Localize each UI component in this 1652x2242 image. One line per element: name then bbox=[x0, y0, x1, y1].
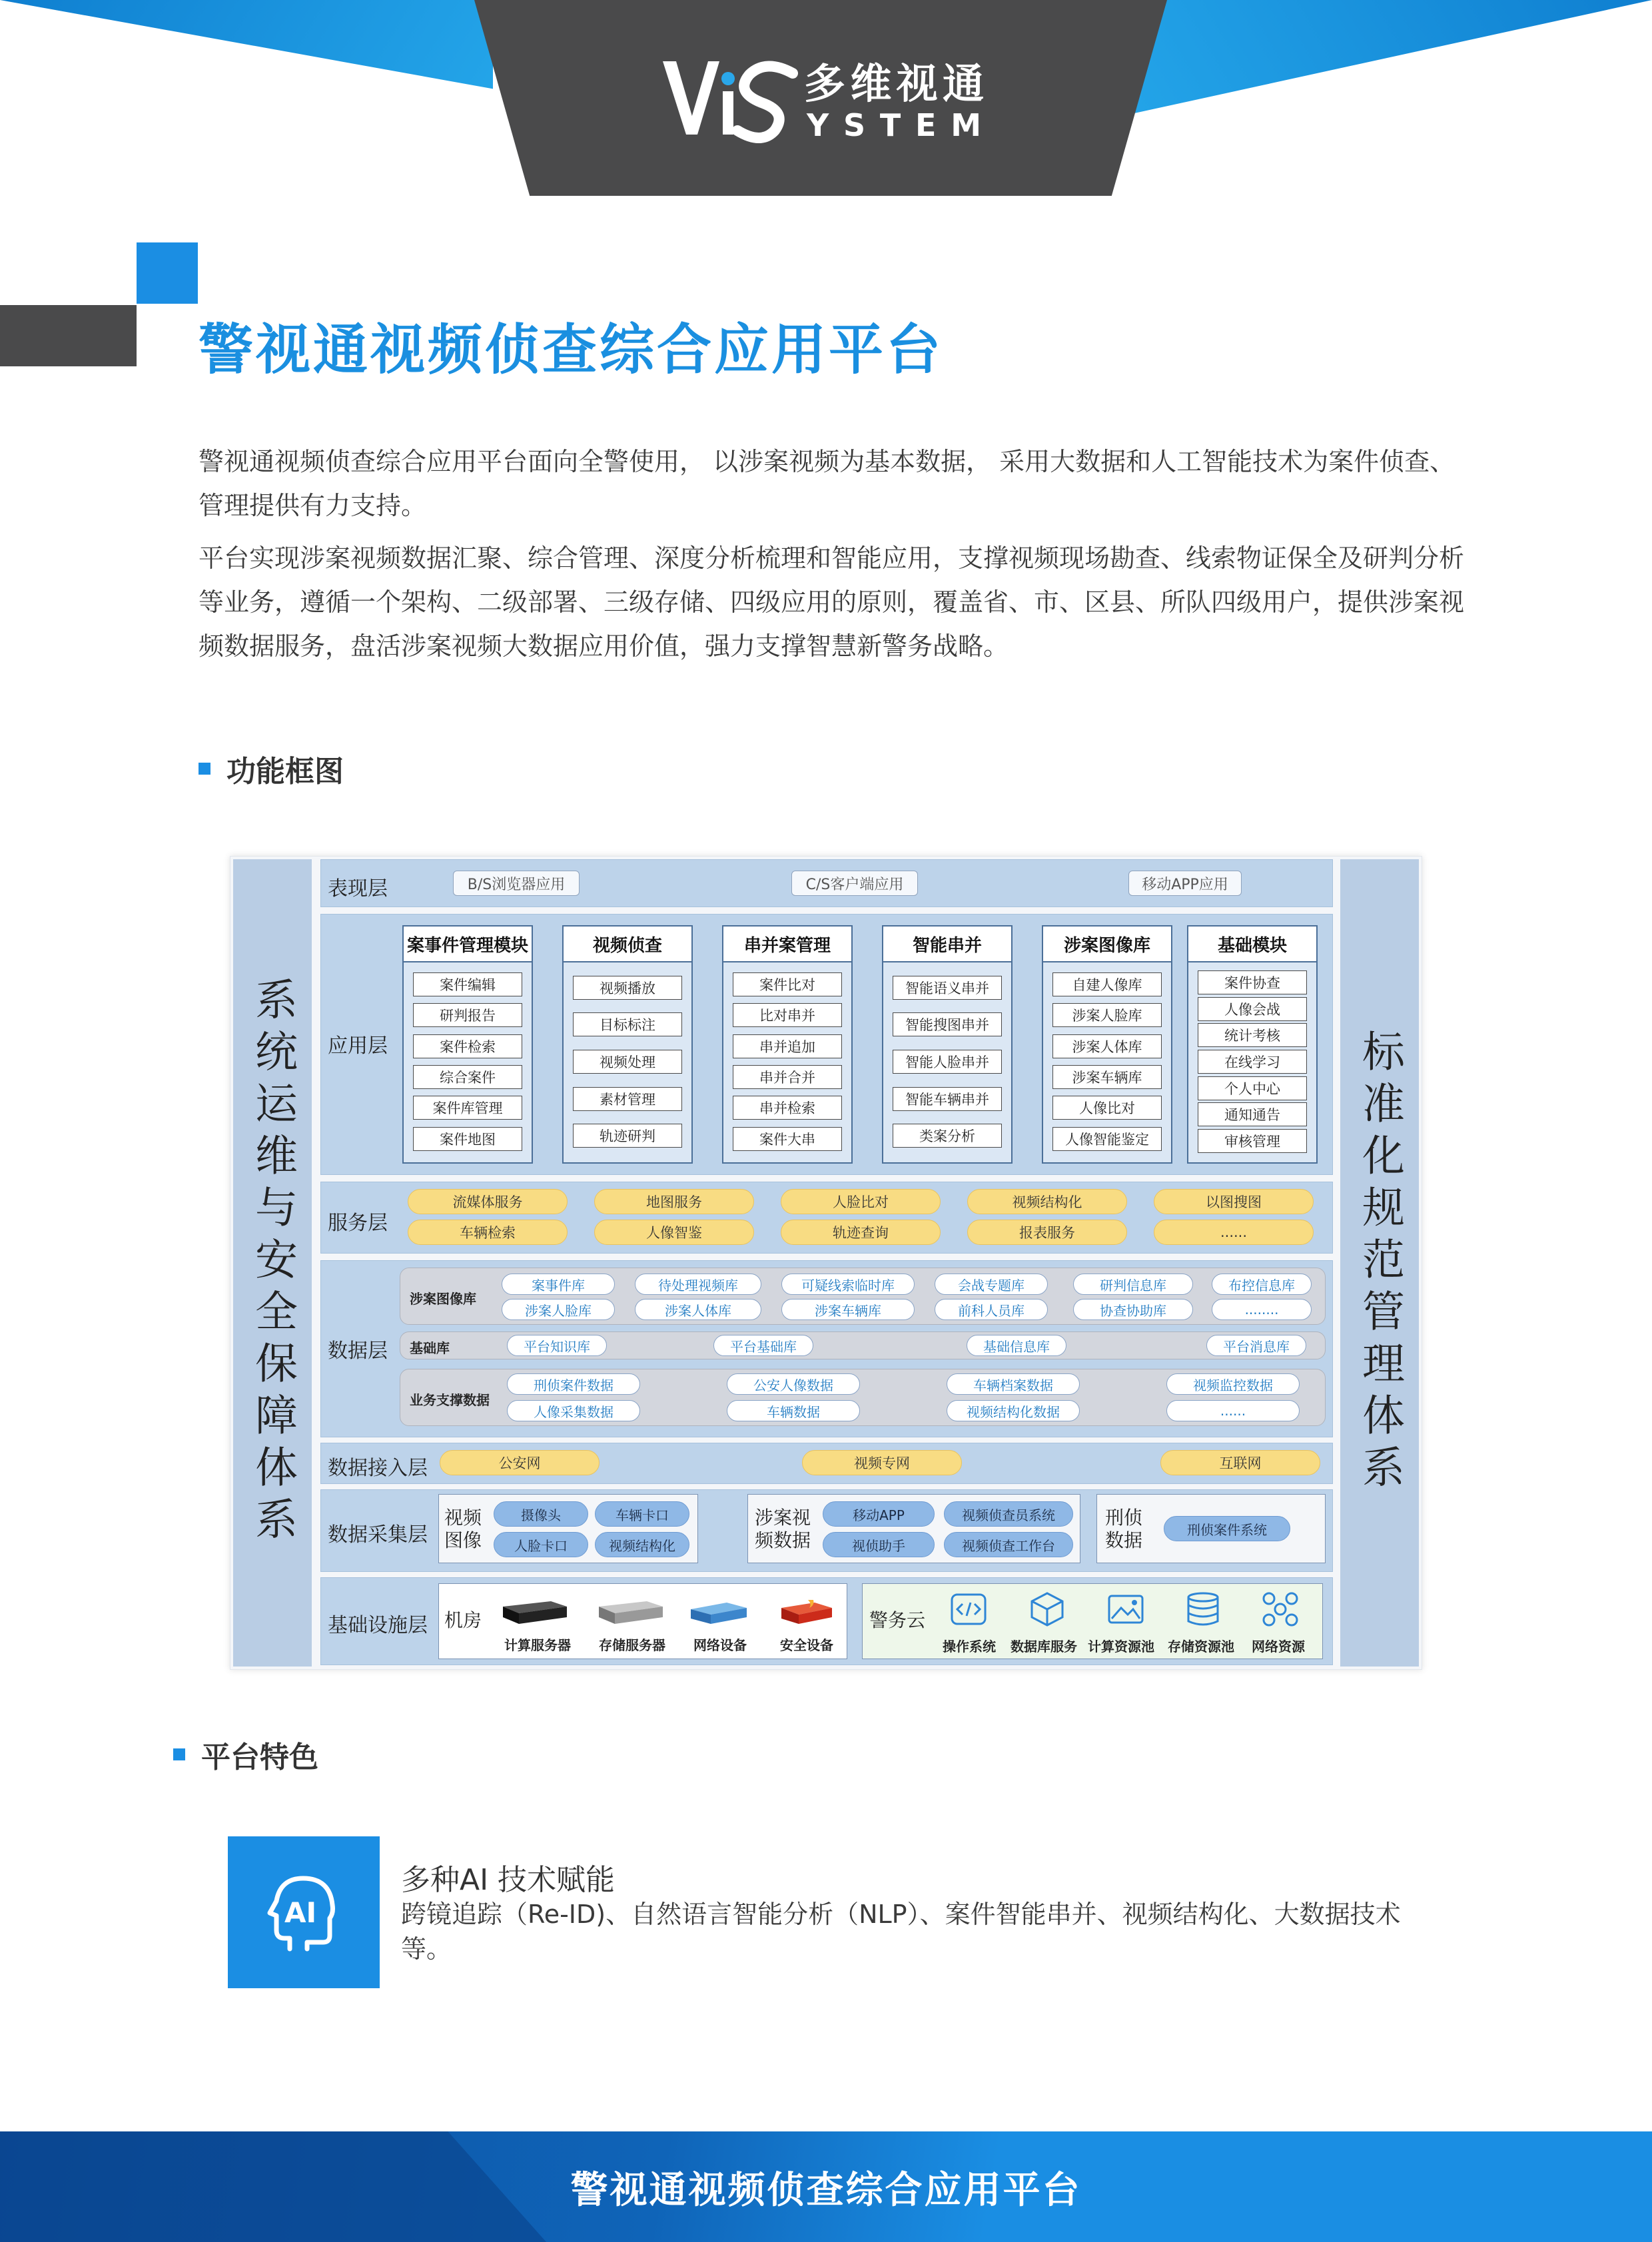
module-item: 人像智能鉴定 bbox=[1052, 1127, 1162, 1151]
module-item: 目标标注 bbox=[573, 1012, 682, 1036]
police-cloud-box bbox=[862, 1583, 1323, 1659]
data-item: 会战专题库 bbox=[935, 1274, 1048, 1295]
header-right-band bbox=[1106, 0, 1652, 153]
layer-infrastructure bbox=[320, 1577, 1333, 1665]
operating-system-icon bbox=[948, 1591, 989, 1628]
module-item: 研判报告 bbox=[413, 1003, 522, 1027]
group-label: 涉案图像库 bbox=[410, 1291, 476, 1307]
module-item: 自建人像库 bbox=[1052, 972, 1162, 996]
network-resource-icon bbox=[1260, 1591, 1301, 1628]
module-title: 串并案管理 bbox=[723, 927, 851, 962]
feature-description: 跨镜追踪（Re-ID)、自然语言智能分析（NLP）、案件智能串并、视频结构化、大数据技术等。 bbox=[401, 1900, 1401, 1964]
module-item: 串并检索 bbox=[733, 1096, 842, 1120]
module-item: 案件编辑 bbox=[413, 972, 522, 996]
data-item: 视频结构化数据 bbox=[947, 1400, 1080, 1421]
collection-item: 视频侦查工作台 bbox=[944, 1532, 1073, 1557]
module-item: 串并追加 bbox=[733, 1034, 842, 1058]
collection-item: 人脸卡口 bbox=[494, 1532, 588, 1557]
module-title: 视频侦查 bbox=[564, 927, 691, 962]
module-item: 智能车辆串并 bbox=[893, 1087, 1002, 1111]
logo-cn-text: 多维视通 bbox=[804, 59, 984, 108]
module-item: 智能人脸串并 bbox=[893, 1050, 1002, 1074]
data-item: 刑侦案件数据 bbox=[507, 1373, 640, 1395]
module-item: 类案分析 bbox=[893, 1124, 1002, 1148]
company-logo bbox=[656, 48, 996, 155]
module-item: 审核管理 bbox=[1198, 1129, 1307, 1153]
compute-server-icon bbox=[498, 1597, 571, 1627]
service-item: 轨迹查询 bbox=[781, 1220, 941, 1245]
data-item: 车辆数据 bbox=[727, 1400, 860, 1421]
module-title: 智能串并 bbox=[883, 927, 1011, 962]
module-case-image-library bbox=[1042, 925, 1172, 1164]
room-item-label: 存储服务器 bbox=[599, 1637, 665, 1653]
collection-label: 视频图像 bbox=[444, 1507, 482, 1551]
layer-presentation bbox=[320, 859, 1333, 907]
layer-label: 数据层 bbox=[328, 1339, 388, 1363]
layer-label: 基础设施层 bbox=[328, 1614, 428, 1637]
data-item: 公安人像数据 bbox=[727, 1373, 860, 1395]
bullet-square-icon bbox=[173, 1748, 185, 1760]
module-item: 比对串并 bbox=[733, 1003, 842, 1027]
module-item: 人像比对 bbox=[1052, 1096, 1162, 1120]
database-service-icon bbox=[1027, 1591, 1068, 1628]
group-label: 基础库 bbox=[410, 1340, 450, 1356]
section-heading-text: 平台特色 bbox=[201, 1740, 318, 1774]
module-item: 涉案车辆库 bbox=[1052, 1065, 1162, 1089]
collection-video-box bbox=[438, 1494, 698, 1563]
section-heading-text: 功能框图 bbox=[226, 755, 344, 789]
network-device-icon bbox=[680, 1597, 753, 1627]
service-item: ...... bbox=[1154, 1220, 1314, 1245]
module-title: 案事件管理模块 bbox=[404, 927, 532, 962]
security-device-icon bbox=[768, 1597, 841, 1627]
data-item: 研判信息库 bbox=[1073, 1274, 1193, 1295]
access-item: 视频专网 bbox=[802, 1450, 962, 1475]
data-item: 涉案人脸库 bbox=[502, 1299, 615, 1320]
data-item: 协查协助库 bbox=[1073, 1299, 1193, 1320]
police-cloud-label: 警务云 bbox=[869, 1609, 926, 1631]
data-item: 前科人员库 bbox=[935, 1299, 1048, 1320]
module-item: 案件比对 bbox=[733, 972, 842, 996]
cloud-item-label: 网络资源 bbox=[1252, 1639, 1305, 1655]
room-item-label: 安全设备 bbox=[780, 1637, 833, 1653]
data-item: 平台基础库 bbox=[713, 1335, 813, 1356]
header-left-band bbox=[0, 0, 493, 153]
module-item: 案件检索 bbox=[413, 1034, 522, 1058]
logo-en-text: YSTEM bbox=[807, 107, 981, 143]
ai-head-icon bbox=[228, 1836, 380, 1988]
module-item: 人像会战 bbox=[1198, 997, 1307, 1021]
layer-application bbox=[320, 914, 1333, 1175]
collection-case-box bbox=[747, 1494, 1080, 1563]
data-item: 可疑线索临时库 bbox=[781, 1274, 915, 1295]
intro-paragraph-2: 平台实现涉案视频数据汇聚、综合管理、深度分析梳理和智能应用，支撑视频现场勘查、线索物证保全及研判分析等业务，遵循一个架构、二级部署、三级存储、四级应用的原则，覆盖省、市、区县、所队四级用户，提供涉案视频数据服务，盘活涉案视频大数据应用价值，强力支撑智慧新警务战略。 bbox=[199, 544, 1465, 661]
side-bar-left bbox=[233, 859, 312, 1667]
collection-item: 视频结构化 bbox=[595, 1532, 689, 1557]
service-item: 报表服务 bbox=[967, 1220, 1127, 1245]
layer-data-access bbox=[320, 1443, 1333, 1484]
access-item: 公安网 bbox=[440, 1450, 600, 1475]
collection-item: 刑侦案件系统 bbox=[1164, 1516, 1290, 1541]
module-item: 案件大串 bbox=[733, 1127, 842, 1151]
presentation-item: 移动APP应用 bbox=[1128, 871, 1242, 896]
data-item: 车辆档案数据 bbox=[947, 1373, 1080, 1395]
collection-label: 刑侦数据 bbox=[1105, 1507, 1143, 1551]
case-image-group bbox=[400, 1268, 1326, 1325]
layer-data bbox=[320, 1260, 1333, 1437]
collection-criminal-box bbox=[1096, 1494, 1326, 1563]
data-item: 待处理视频库 bbox=[635, 1274, 761, 1295]
module-item: 视频播放 bbox=[573, 976, 682, 1000]
service-item: 地图服务 bbox=[594, 1189, 754, 1214]
data-item: ........ bbox=[1212, 1299, 1312, 1320]
layer-label: 数据接入层 bbox=[328, 1457, 428, 1480]
layer-service bbox=[320, 1182, 1333, 1254]
machine-room-box bbox=[438, 1583, 847, 1659]
collection-label: 涉案视频数据 bbox=[755, 1507, 811, 1551]
collection-item: 车辆卡口 bbox=[595, 1501, 689, 1527]
business-data-group bbox=[400, 1369, 1326, 1426]
module-item: 个人中心 bbox=[1198, 1076, 1307, 1100]
module-smart-linking bbox=[882, 925, 1013, 1164]
section-heading-diagram bbox=[199, 747, 344, 790]
module-item: 智能搜图串并 bbox=[893, 1012, 1002, 1036]
data-item: 涉案人体库 bbox=[635, 1299, 761, 1320]
layer-label: 服务层 bbox=[328, 1212, 388, 1235]
data-item: 案事件库 bbox=[502, 1274, 615, 1295]
room-item-label: 网络设备 bbox=[693, 1637, 747, 1653]
service-item: 车辆检索 bbox=[408, 1220, 568, 1245]
module-item: 通知通告 bbox=[1198, 1102, 1307, 1126]
module-item: 串并合并 bbox=[733, 1065, 842, 1089]
data-item: 基础信息库 bbox=[967, 1335, 1066, 1356]
module-item: 在线学习 bbox=[1198, 1050, 1307, 1074]
data-item: 平台知识库 bbox=[507, 1335, 607, 1356]
service-item: 视频结构化 bbox=[967, 1189, 1127, 1214]
storage-pool-icon bbox=[1182, 1591, 1224, 1628]
module-item: 案件地图 bbox=[413, 1127, 522, 1151]
module-title: 涉案图像库 bbox=[1043, 927, 1171, 962]
section-heading-features bbox=[173, 1733, 318, 1776]
storage-server-icon bbox=[594, 1597, 667, 1627]
module-title: 基础模块 bbox=[1188, 927, 1316, 962]
service-item: 人像智鉴 bbox=[594, 1220, 754, 1245]
data-item: 布控信息库 bbox=[1212, 1274, 1312, 1295]
cloud-item-label: 存储资源池 bbox=[1168, 1639, 1234, 1655]
footer-title: 警视通视频侦查综合应用平台 bbox=[570, 2169, 1082, 2212]
feature-title: 多种AI 技术赋能 bbox=[401, 1863, 616, 1897]
machine-room-label: 机房 bbox=[444, 1609, 482, 1631]
cloud-item-label: 数据库服务 bbox=[1011, 1639, 1077, 1655]
module-item: 智能语义串并 bbox=[893, 976, 1002, 1000]
data-item: ...... bbox=[1166, 1400, 1300, 1421]
service-item: 以图搜图 bbox=[1154, 1189, 1314, 1214]
architecture-diagram bbox=[230, 856, 1422, 1670]
module-video-investigation bbox=[562, 925, 693, 1164]
layer-label: 表现层 bbox=[328, 877, 388, 901]
collection-item: 视频侦查员系统 bbox=[944, 1501, 1073, 1527]
data-item: 人像采集数据 bbox=[507, 1400, 640, 1421]
module-basic bbox=[1187, 925, 1318, 1164]
access-item: 互联网 bbox=[1160, 1450, 1320, 1475]
title-decor-bar bbox=[0, 305, 137, 366]
layer-label: 应用层 bbox=[328, 1034, 388, 1058]
collection-item: 移动APP bbox=[823, 1501, 935, 1527]
presentation-item: B/S浏览器应用 bbox=[453, 871, 580, 896]
cloud-item-label: 计算资源池 bbox=[1088, 1639, 1154, 1655]
service-item: 流媒体服务 bbox=[408, 1189, 568, 1214]
data-item: 平台消息库 bbox=[1206, 1335, 1306, 1356]
page-title: 警视通视频侦查综合应用平台 bbox=[199, 318, 944, 382]
layer-label: 数据采集层 bbox=[328, 1523, 428, 1547]
group-label: 业务支撑数据 bbox=[410, 1392, 490, 1408]
intro-paragraph-1: 警视通视频侦查综合应用平台面向全警使用， 以涉案视频为基本数据， 采用大数据和人工智能技术为案件侦查、管理提供有力支持。 bbox=[199, 447, 1455, 520]
module-item: 综合案件 bbox=[413, 1065, 522, 1089]
title-decor-square bbox=[137, 242, 198, 304]
module-item: 统计考核 bbox=[1198, 1023, 1307, 1047]
compute-pool-icon bbox=[1105, 1591, 1146, 1628]
bullet-square-icon bbox=[199, 763, 210, 775]
service-item: 人脸比对 bbox=[781, 1189, 941, 1214]
module-item: 案件协查 bbox=[1198, 970, 1307, 994]
module-item: 轨迹研判 bbox=[573, 1124, 682, 1148]
side-label-right: 标准化规范管理体系 bbox=[1355, 1029, 1404, 1497]
presentation-item: C/S客户端应用 bbox=[791, 871, 918, 896]
data-item: 视频监控数据 bbox=[1166, 1373, 1300, 1395]
collection-item: 摄像头 bbox=[494, 1501, 588, 1527]
basic-library-group bbox=[400, 1331, 1326, 1359]
module-item: 涉案人体库 bbox=[1052, 1034, 1162, 1058]
module-case-management bbox=[402, 925, 533, 1164]
layer-data-collection bbox=[320, 1489, 1333, 1572]
module-case-linking bbox=[722, 925, 853, 1164]
side-bar-right bbox=[1340, 859, 1419, 1667]
module-item: 素材管理 bbox=[573, 1087, 682, 1111]
collection-item: 视侦助手 bbox=[823, 1532, 935, 1557]
data-item: 涉案车辆库 bbox=[781, 1299, 915, 1320]
module-item: 案件库管理 bbox=[413, 1096, 522, 1120]
module-item: 涉案人脸库 bbox=[1052, 1003, 1162, 1027]
room-item-label: 计算服务器 bbox=[504, 1637, 571, 1653]
svg-text:AI: AI bbox=[284, 1896, 317, 1929]
side-label-left: 系统运维与安全保障体系 bbox=[248, 977, 297, 1549]
module-item: 视频处理 bbox=[573, 1050, 682, 1074]
cloud-item-label: 操作系统 bbox=[943, 1639, 996, 1655]
